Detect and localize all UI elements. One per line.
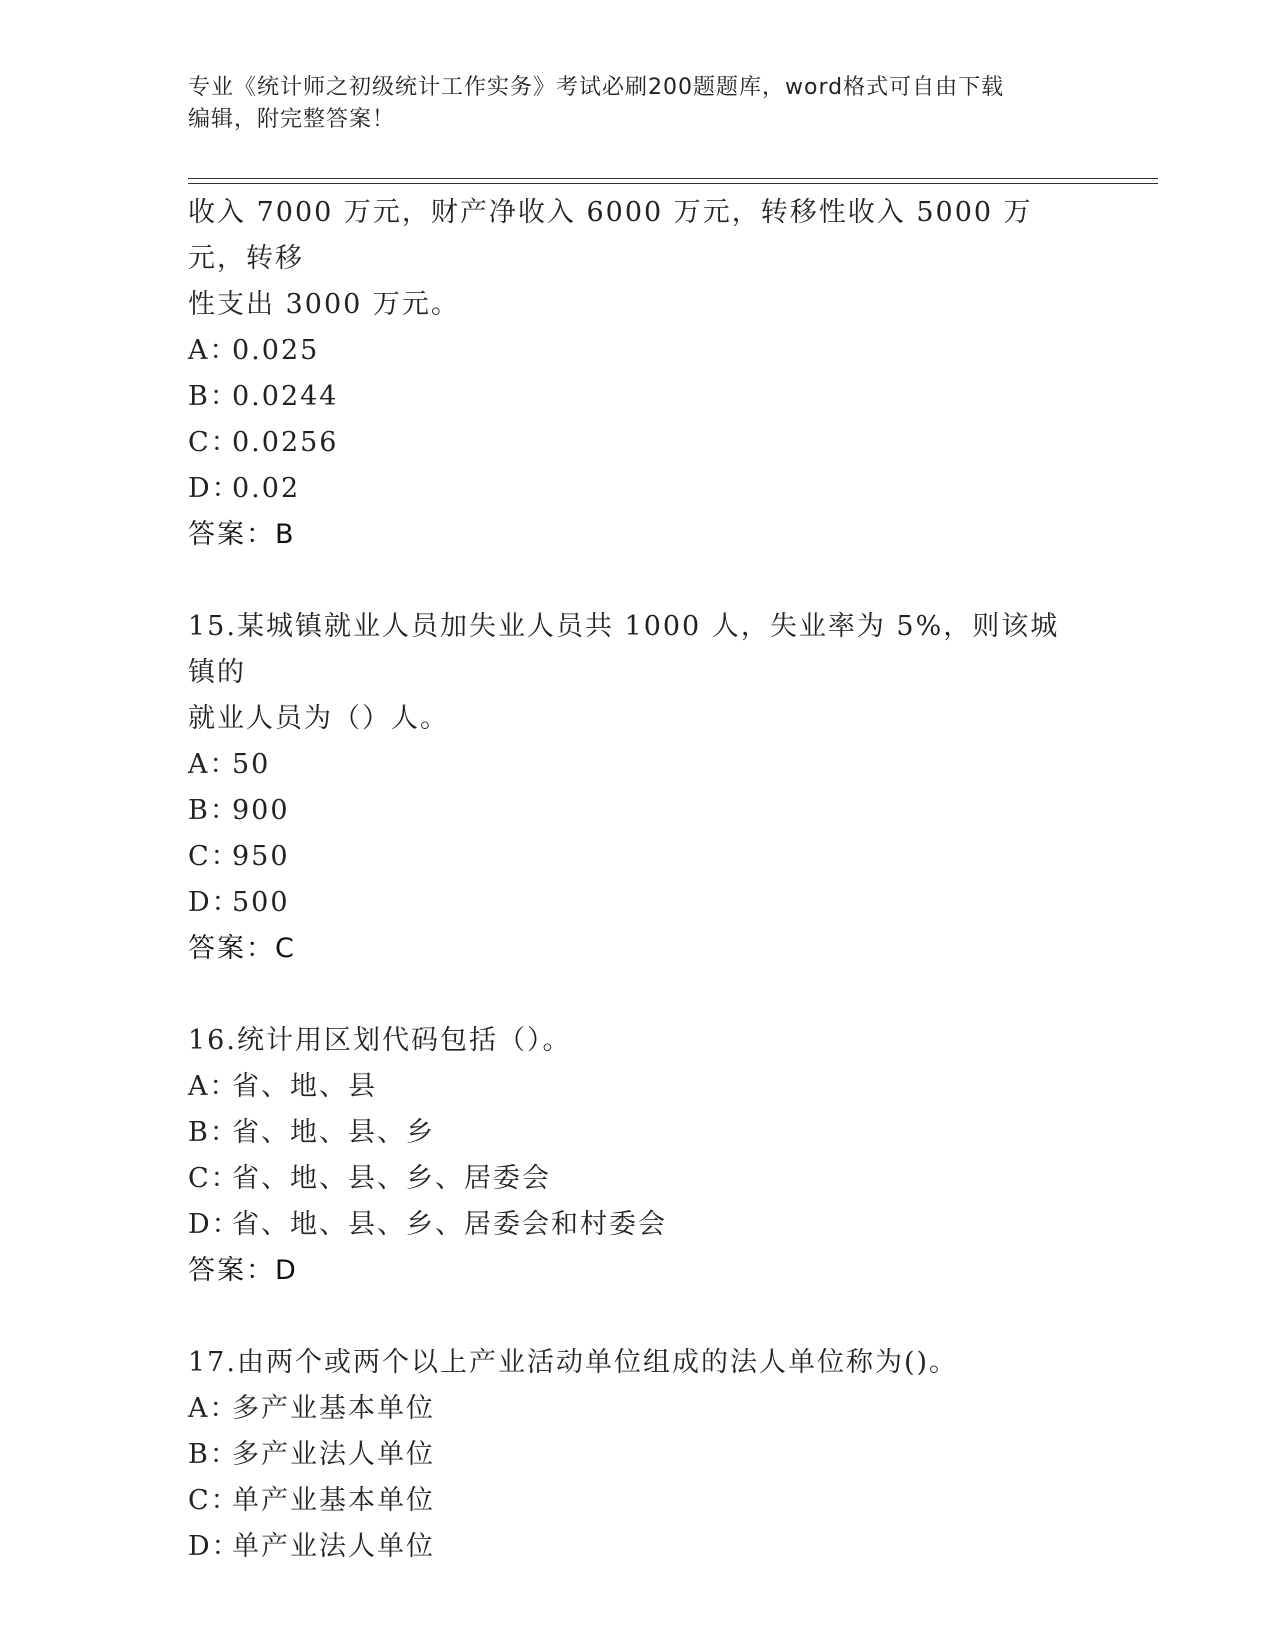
question-text-line: 收入 7000 万元，财产净收入 6000 万元，转移性收入 5000 万元，转移 bbox=[188, 197, 1033, 274]
question-text-line: 就业人员为（）人。 bbox=[188, 703, 449, 734]
option-text: 0.02 bbox=[232, 473, 301, 504]
option-d bbox=[188, 466, 1088, 512]
question-16 bbox=[188, 1018, 1088, 1294]
option-label: C： bbox=[188, 841, 240, 872]
option-text: 500 bbox=[232, 887, 290, 918]
option-label: D： bbox=[188, 1531, 241, 1562]
option-d bbox=[188, 1202, 1088, 1248]
document-header bbox=[188, 72, 1068, 136]
option-text: 单产业法人单位 bbox=[232, 1531, 435, 1562]
option-label: C： bbox=[188, 1485, 240, 1516]
option-text: 950 bbox=[232, 841, 290, 872]
header-line-1: 专业《统计师之初级统计工作实务》考试必刷200题题库，word格式可自由下载 bbox=[188, 75, 1005, 100]
answer-line: 答案：C bbox=[188, 933, 296, 964]
option-label: C： bbox=[188, 427, 240, 458]
spacer bbox=[188, 972, 1088, 1018]
option-b bbox=[188, 1110, 1088, 1156]
option-d bbox=[188, 1524, 1088, 1570]
question-text-line: 16.统计用区划代码包括（）。 bbox=[188, 1025, 572, 1056]
option-label: D： bbox=[188, 473, 241, 504]
option-text: 多产业法人单位 bbox=[232, 1439, 435, 1470]
option-b bbox=[188, 788, 1088, 834]
option-label: D： bbox=[188, 887, 241, 918]
option-label: B： bbox=[188, 795, 239, 826]
header-divider-top bbox=[188, 178, 1158, 179]
option-c bbox=[188, 1478, 1088, 1524]
option-d bbox=[188, 880, 1088, 926]
question-17 bbox=[188, 1340, 1088, 1570]
option-text: 0.025 bbox=[232, 335, 320, 366]
option-b bbox=[188, 1432, 1088, 1478]
option-c bbox=[188, 834, 1088, 880]
option-label: B： bbox=[188, 381, 239, 412]
answer-line: 答案：D bbox=[188, 1255, 298, 1286]
option-c bbox=[188, 1156, 1088, 1202]
header-line-2: 编辑，附完整答案！ bbox=[188, 107, 396, 132]
option-text: 0.0244 bbox=[232, 381, 339, 412]
option-c bbox=[188, 420, 1088, 466]
option-text: 省、地、县、乡、居委会和村委会 bbox=[232, 1209, 667, 1240]
option-text: 省、地、县、乡 bbox=[232, 1117, 435, 1148]
question-15 bbox=[188, 604, 1088, 972]
option-label: A： bbox=[188, 1393, 239, 1424]
option-a bbox=[188, 328, 1088, 374]
option-text: 0.0256 bbox=[232, 427, 339, 458]
question-text-line: 15.某城镇就业人员加失业人员共 1000 人，失业率为 5%，则该城镇的 bbox=[188, 611, 1060, 688]
option-text: 单产业基本单位 bbox=[232, 1485, 435, 1516]
option-a bbox=[188, 742, 1088, 788]
spacer bbox=[188, 558, 1088, 604]
option-b bbox=[188, 374, 1088, 420]
spacer bbox=[188, 1294, 1088, 1340]
option-a bbox=[188, 1386, 1088, 1432]
option-label: A： bbox=[188, 1071, 239, 1102]
question-text-line: 性支出 3000 万元。 bbox=[188, 289, 460, 320]
header-divider-bottom bbox=[188, 183, 1158, 184]
question-14 bbox=[188, 190, 1088, 558]
option-label: B： bbox=[188, 1439, 239, 1470]
option-a bbox=[188, 1064, 1088, 1110]
question-text-line: 17.由两个或两个以上产业活动单位组成的法人单位称为()。 bbox=[188, 1347, 959, 1378]
option-label: A： bbox=[188, 335, 239, 366]
option-label: C： bbox=[188, 1163, 240, 1194]
option-text: 多产业基本单位 bbox=[232, 1393, 435, 1424]
option-text: 省、地、县、乡、居委会 bbox=[232, 1163, 551, 1194]
question-list bbox=[188, 190, 1088, 1570]
option-text: 50 bbox=[232, 749, 271, 780]
option-label: A： bbox=[188, 749, 239, 780]
option-text: 省、地、县 bbox=[232, 1071, 377, 1102]
option-label: D： bbox=[188, 1209, 241, 1240]
answer-line: 答案：B bbox=[188, 519, 296, 550]
option-label: B： bbox=[188, 1117, 239, 1148]
option-text: 900 bbox=[232, 795, 290, 826]
